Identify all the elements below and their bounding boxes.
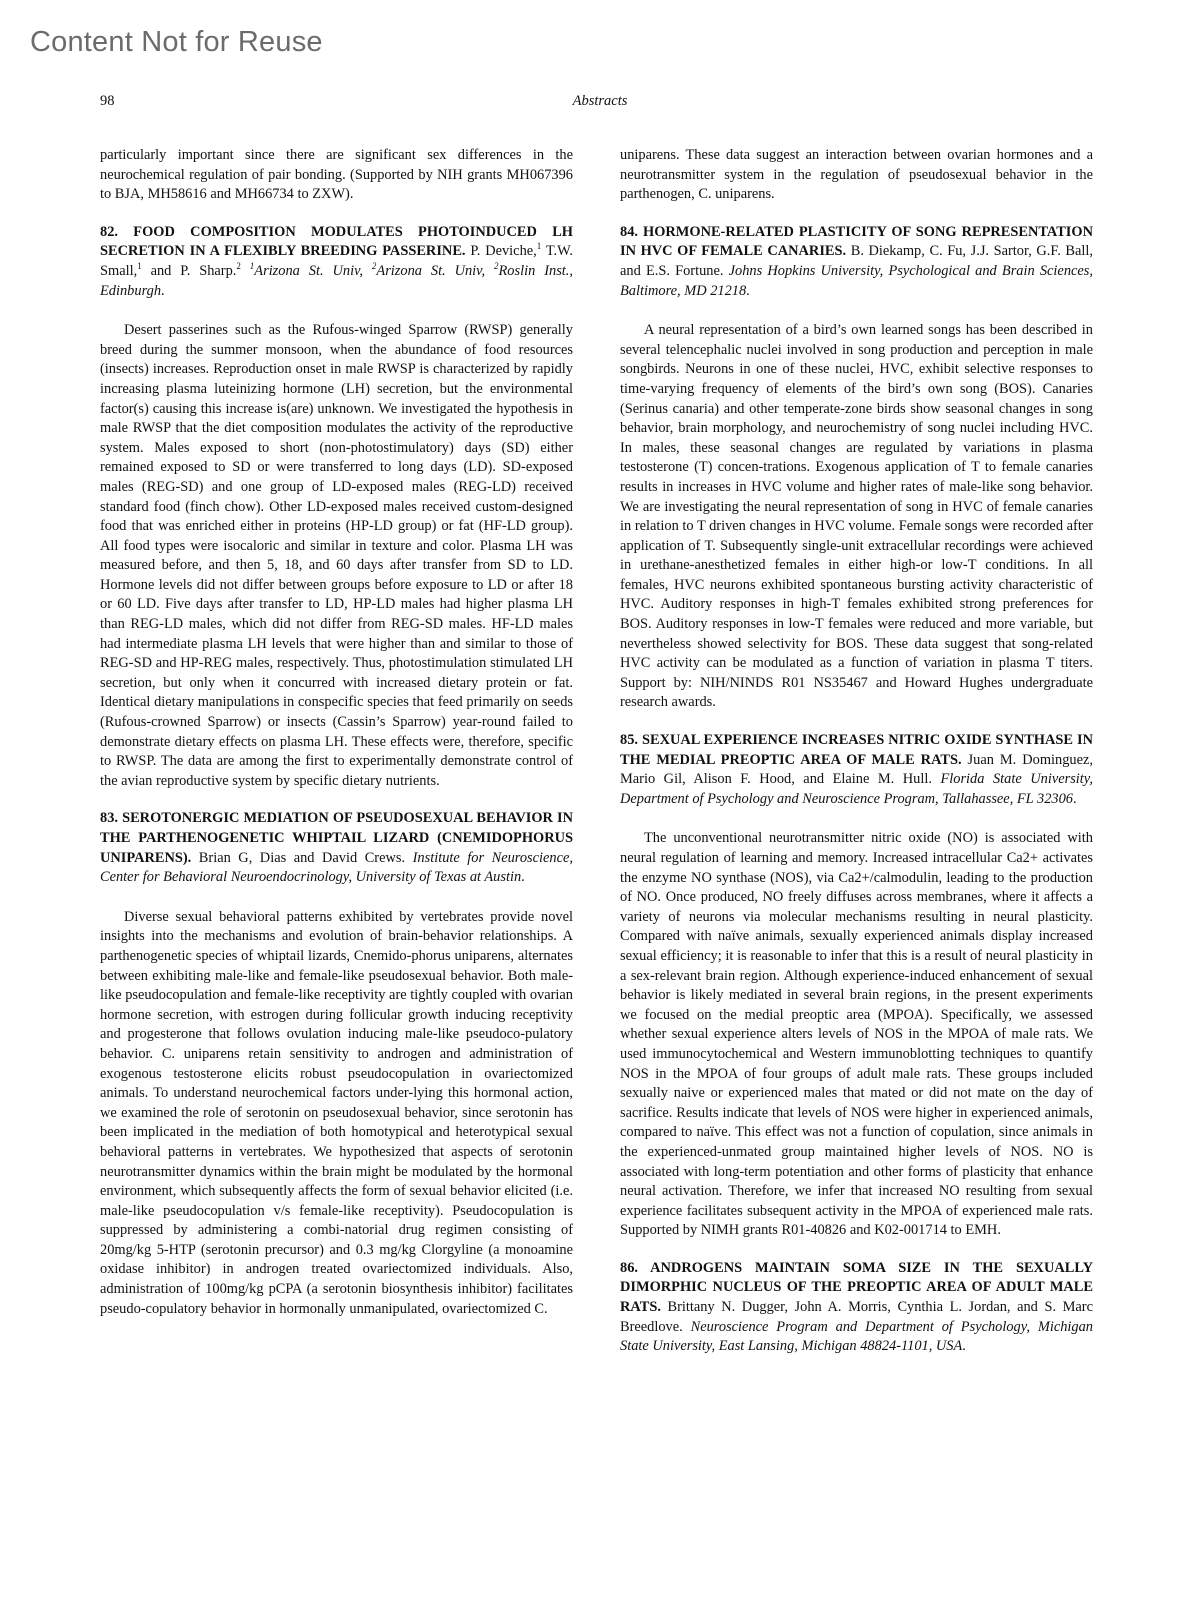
page-number: 98 xyxy=(100,93,115,109)
affiliation-text: Institute for Neuroscience, Center for Behavioral Neuroendocrinology, University of Texas at Austin xyxy=(100,849,573,886)
abstract-83-title: 83. SEROTONERGIC MEDIATION OF PSEUDOSEXUAL BEHAVIOR IN THE PARTHENOGENETIC WHIPTAIL LIZARD (CNEMIDOPHORUS UNIPARENS). xyxy=(100,810,573,866)
abstract-86-title: 86. ANDROGENS MAINTAIN SOMA SIZE IN THE SEXUALLY DIMORPHIC NUCLEUS OF THE PREOPTIC AREA OF ADULT MALE RATS. xyxy=(620,1259,1093,1316)
abstract-84-title: 84. HORMONE-RELATED PLASTICITY OF SONG REPRESENTATION IN HVC OF FEMALE CANARIES. xyxy=(620,223,1093,260)
affiliation-end: . xyxy=(161,282,165,299)
affiliation-text: Arizona St. Univ, xyxy=(376,262,495,279)
affiliation-end: . xyxy=(746,282,750,299)
author-text: T.W. Small, xyxy=(100,243,574,279)
superscript: 2 xyxy=(494,261,499,272)
affiliation-text: Florida State University, Department of Psychology and Neuroscience Program, Tallahassee, FL 32306 xyxy=(620,771,1093,807)
superscript: 2 xyxy=(236,261,241,272)
abstract-83-body: Diverse sexual behavioral patterns exhibited by vertebrates provide novel insights into the mechanisms and evolution of brain-behavior relationships. A parthenogenetic species of whiptail lizards, Cnemido-phorus uniparens, alternates between exhibiting male-like and female-like pseudosexual behavior. Both male-like pseudocopulation and female-like receptivity are tightly coupled with ovarian hormone secretion, with estrogen during follicular growth inducing receptivity and progesterone that follows ovulation inducing male-like pseudoco-pulatory behavior. C. uniparens retain sensitivity to androgen and administration of exogenous testosterone elicits robust pseudocopulation in ovariectomized animals. To understand neurochemical factors under-lying this hormonal action, we examined the role of serotonin on pseudosexual behavior, since serotonin has been implicated in the mediation of both homotypical and heterotypical sexual behavioral patterns in vertebrates. We hypothesized that aspects of serotonin neurotransmitter dynamics within the brain might be modulated by the hormonal environment, which subsequently affects the form of sexual behavior elicited (i.e. male-like pseudocopulation v/s female-like receptivity). Pseudocopulation is suppressed by administering a combi-natorial drug regimen consisting of 20mg/kg 5-HTP (serotonin precursor) and 0.3 mg/kg Clorgyline (a monoamine oxidase inhibitor) in androgen treated ovariectomized individuals. Also, administration of 100mg/kg pCPA (a serotonin biosynthesis inhibitor) facilitates pseudo-copulatory behavior in hormonally unmanipulated, ovariectomized C. xyxy=(100,908,573,1317)
right-column xyxy=(620,146,1093,1357)
author-text: P. Deviche, xyxy=(465,243,537,260)
affiliation-end: . xyxy=(1073,790,1077,807)
abstract-85-heading xyxy=(620,731,1093,809)
abstract-85 xyxy=(620,731,1093,1241)
author-text: and P. Sharp. xyxy=(141,262,237,279)
author-text: Juan M. Dominguez, Mario Gil, Alison F. Hood, and Elaine M. Hull. xyxy=(620,751,1093,788)
abstract-83 xyxy=(100,809,573,1319)
left-column xyxy=(100,146,573,1319)
abstract-82-heading xyxy=(100,223,573,301)
affiliation-end: . xyxy=(521,869,525,886)
affiliation-end: . xyxy=(962,1338,966,1355)
superscript: 1 xyxy=(249,261,255,272)
superscript: 1 xyxy=(536,241,542,252)
abstract-85-body: The unconventional neurotransmitter nitric oxide (NO) is associated with neural regulation of learning and memory. Increased intracellular Ca2+ activates the enzyme NO synthase (NOS), via Ca2+/calmodulin, leading to the production of NO. Once produced, NO freely diffuses across membranes, where it affects a variety of neurons via molecular mechanisms resulting in neural plasticity. Compared with naïve animals, sexually experienced animals display increased sexual efficiency; it is reasonable to infer that this is a result of neural plasticity in a sex-relevant brain region. Although experience-induced enhancement of sexual behavior is likely mediated in several brain regions, in the present experiments we focused on the medial preoptic area (MPOA). Specifically, we assessed whether sexual experience alters levels of NOS in the MPOA of male rats. We used immunocytochemical and Western immunoblotting techniques to quantify NOS in the MPOA of four groups of adult male rats. These groups included sexually naive or experienced males that mated or did not mate on the day of sacrifice. Results indicate that levels of NOS were higher in experienced animals, compared to naïve. This effect was not a function of copulation, since animals in the experienced-unmated group maintained higher levels of NOS. NO is associated with long-term potentiation and other forms of plasticity that enhance neural activation. Therefore, we infer that increased NO resulting from sexual experience facilitates subsequent activity in the MPOA of experienced male rats. Supported by NIMH grants R01-40826 and K02-001714 to EMH. xyxy=(620,830,1093,1239)
abstract-85-title: 85. SEXUAL EXPERIENCE INCREASES NITRIC OXIDE SYNTHASE IN THE MEDIAL PREOPTIC AREA OF MALE RATS. xyxy=(620,732,1093,768)
abstract-84 xyxy=(620,223,1093,713)
superscript: 1 xyxy=(137,261,142,272)
abstract-84-body: A neural representation of a bird’s own learned songs has been described in several telencephalic nuclei involved in song production and perception in male songbirds. Neurons in one of these nuclei, HVC, exhibit selective responses to time-varying frequency of elements of the bird’s own song (BOS). Canaries (Serinus canaria) and other temperate-zone birds show seasonal changes in song behavior, brain morphology, and neurochemistry of song nuclei including HVC. In males, these seasonal changes are regulated by variations in plasma testosterone (T) concen-trations. Exogenous application of T to female canaries results in increases in HVC volume and higher rates of male-like song behavior. We are investigating the neural representation of song in HVC of female canaries in relation to T driven changes in HVC volume. Female songs were recorded after application of T. Subsequently single-unit extracellular recordings were achieved in urethane-anesthetized females in either high-or low-T conditions. In all females, HVC neurons exhibited spontaneous bursting activity characteristic of HVC. Auditory responses in high-T females exhibited strong preferences for BOS. Auditory responses in low-T females were reduced and more variable, but nevertheless showed selectivity for BOS. These data suggest that song-related HVC activity can be modulated as a function of variation in plasma T titers. Support by: NIH/NINDS R01 NS35467 and Howard Hughes undergraduate research awards. xyxy=(620,322,1093,711)
affiliation-text: Johns Hopkins University, Psychological and Brain Sciences, Baltimore, MD 21218 xyxy=(620,262,1093,299)
abstract-84-heading xyxy=(620,223,1093,301)
author-text: Brian G, Dias and David Crews. xyxy=(191,849,413,866)
author-text: B. Diekamp, C. Fu, J.J. Sartor, G.F. Ball, and E.S. Fortune. xyxy=(620,243,1094,279)
abstract-82-body: Desert passerines such as the Rufous-winged Sparrow (RWSP) generally breed during the summer monsoon, when the abundance of food resources (insects) increases. Reproduction onset in male RWSP is characterized by rapidly increasing plasma luteinizing hormone (LH) secretion, but the environmental factor(s) causing this increase is(are) unknown. We investigated the hypothesis in male RWSP that the diet composition modulates the activity of the reproductive system. Males exposed to short (non-photostimulatory) days (SD) either remained exposed to SD or were transferred to long days (LD). SD-exposed males (REG-SD) and one group of LD-exposed males (REG-LD) received standard food (finch chow). Other LD-exposed males received custom-designed food that was enriched either in proteins (HP-LD group) or fat (HF-LD group). All food types were isocaloric and similar in texture and color. Plasma LH was measured before, and then 5, 18, and 60 days after transfer from SD to LD. Hormone levels did not differ between groups before exposure to LD or after 18 or 60 LD. Five days after transfer to LD, HP-LD males had higher plasma LH than REG-LD males, which did not differ from REG-SD males. HF-LD males had intermediate plasma LH levels that were higher than and similar to those of REG-SD and HP-REG males, respectively. Thus, photostimulation stimulated LH secretion, but only when it concurred with increased dietary protein or fat. Identical dietary manipulations in conspecific species that feed primarily on seeds (Rufous-crowned Sparrow) or insects (Cassin’s Sparrow) year-round failed to demonstrate dietary effects on plasma LH. These effects were, therefore, specific to RWSP. The data are among the first to experimentally demonstrate control of the avian reproductive system by specific dietary nutrients. xyxy=(100,322,573,789)
running-head: Abstracts xyxy=(572,93,628,109)
continuation-text: particularly important since there are significant sex differences in the neurochemical regulation of pair bonding. (Supported by NIH grants MH067396 to BJA, MH58616 and MH66734 to ZXW). xyxy=(100,147,573,203)
affiliation-text: Arizona St. Univ, xyxy=(254,262,372,279)
watermark: Content Not for Reuse xyxy=(30,26,323,58)
abstract-82-title: 82. FOOD COMPOSITION MODULATES PHOTOINDUCED LH SECRETION IN A FLEXIBLY BREEDING PASSERINE. xyxy=(100,223,573,260)
author-text: Brittany N. Dugger, John A. Morris, Cynthia L. Jordan, and S. Marc Breedlove. xyxy=(620,1299,1093,1335)
abstract-86 xyxy=(620,1259,1093,1357)
affiliation-text: Neuroscience Program and Department of Psychology, Michigan State University, East Lansing, Michigan 48824-1101, USA xyxy=(620,1318,1093,1355)
affiliation-text: Roslin Inst., Edinburgh xyxy=(100,262,573,299)
abstract-86-heading xyxy=(620,1259,1093,1357)
superscript: 2 xyxy=(371,261,377,272)
abstract-83-heading xyxy=(100,809,573,887)
abstract-82 xyxy=(100,223,573,792)
continuation-text: uniparens. These data suggest an interaction between ovarian hormones and a neurotransmitter system in the regulation of pseudosexual behavior in the parthenogen, C. uniparens. xyxy=(620,147,1093,203)
